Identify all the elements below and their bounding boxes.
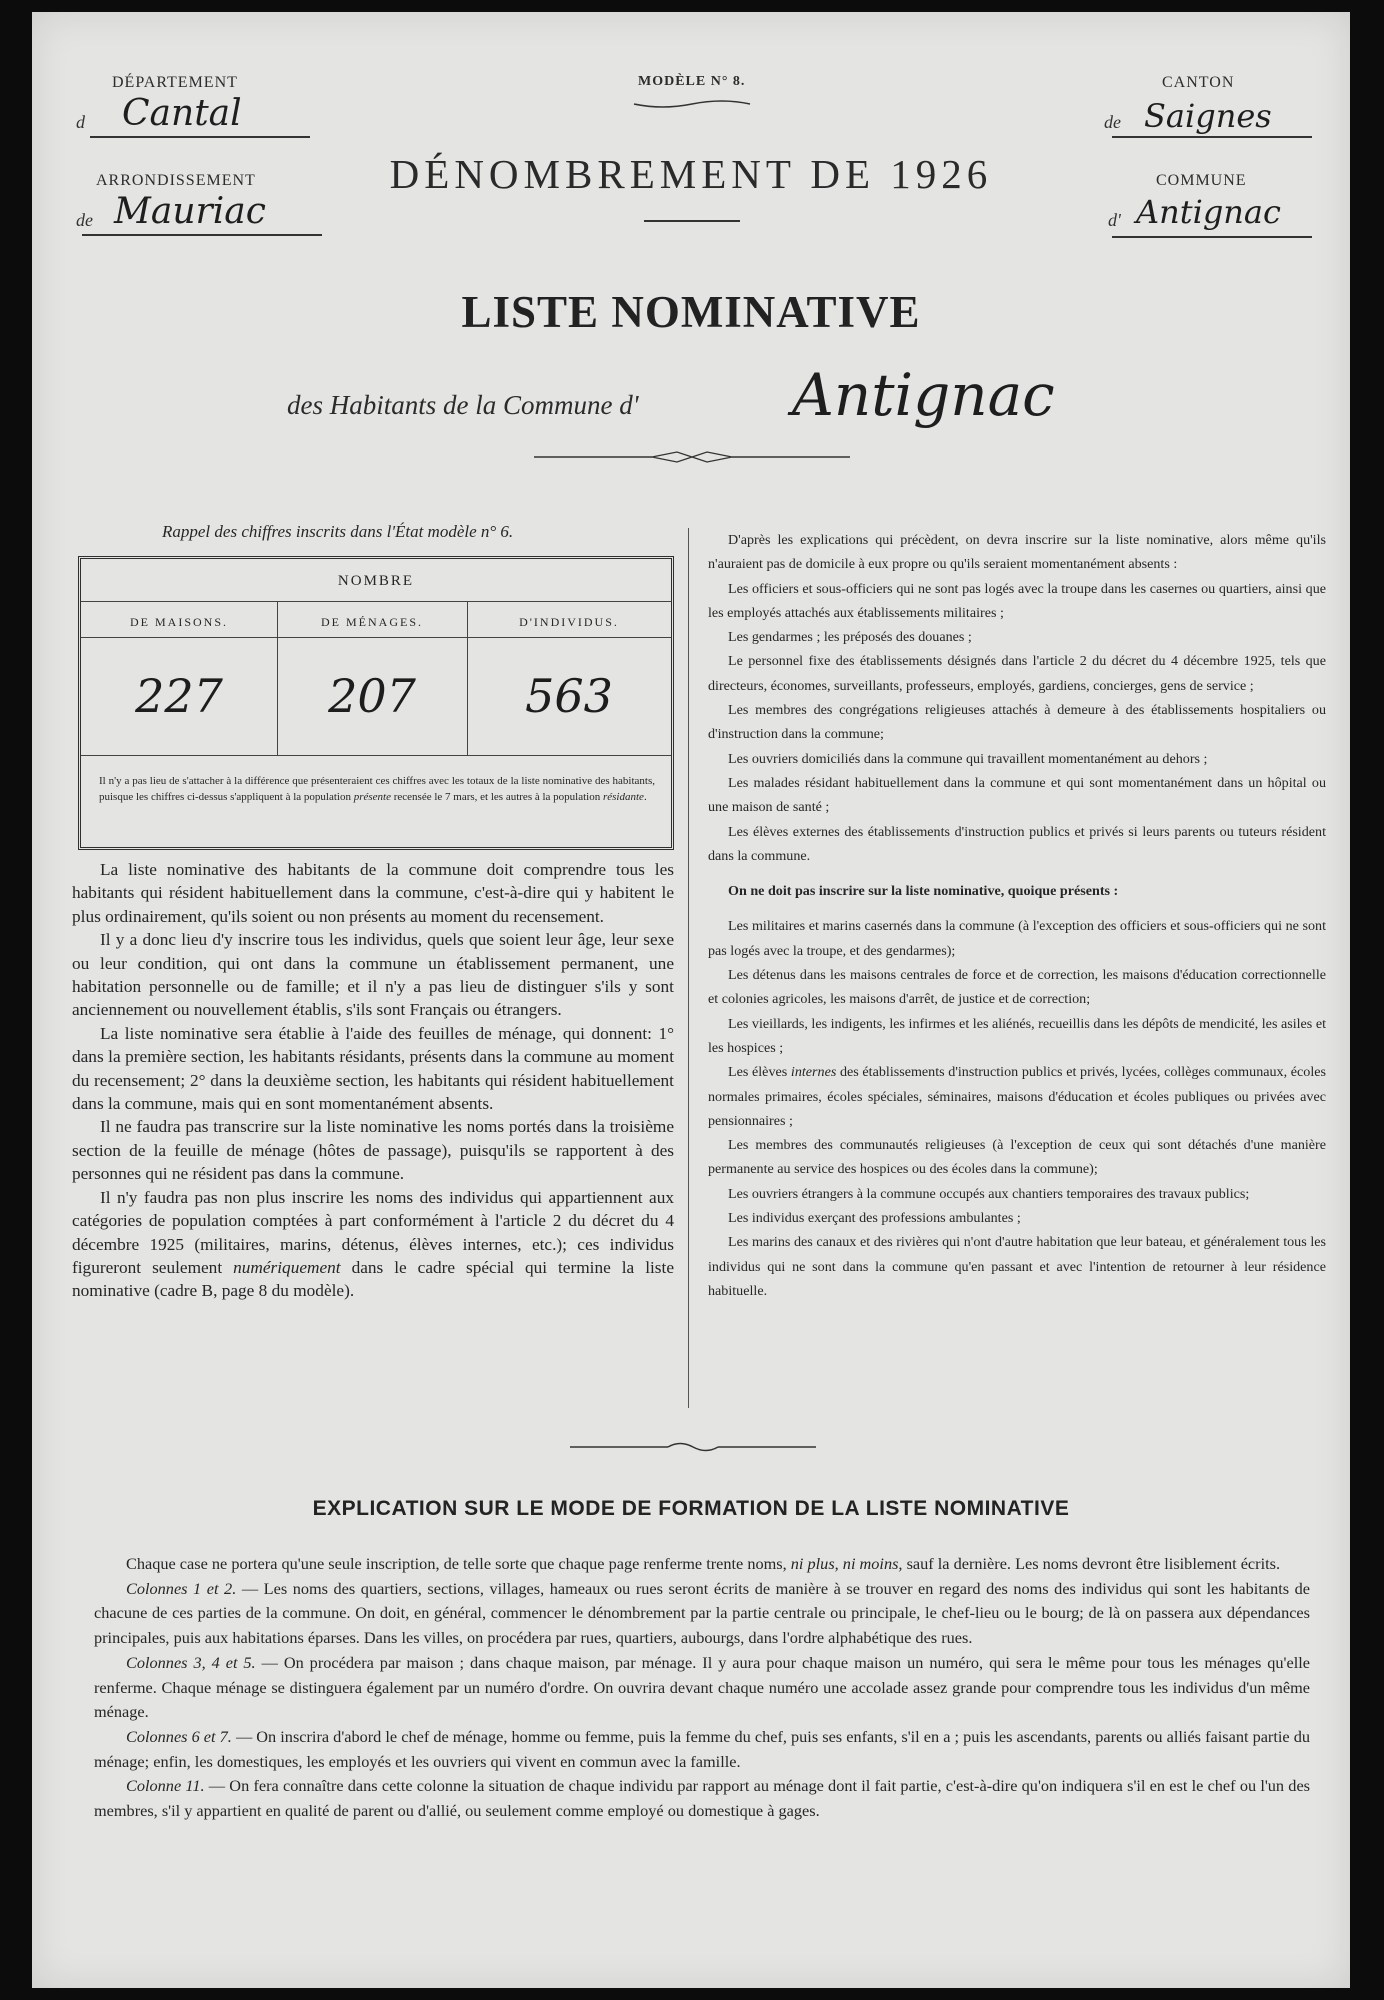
left-paragraph: La liste nominative des habitants de la commune doit comprendre tous les habitants qui résident habituellement dans la commune, c'est-à-dire qui y habitent le plus ordinairement, qu'ils soient ou non présents au moment du recensement. [72, 860, 674, 926]
left-paragraph: Il n'y faudra pas non plus inscrire les noms des individus qui appartiennent aux catégories de population comptées à part conformément à l'article 2 du décret du 4 décembre 1925 (militaires, marins, détenus, élèves internes, etc.); ces individus figureront seulement numériquement dans le cadre spécial qui termine la liste nominative (cadre B, page 8 du modèle). [72, 1187, 674, 1301]
left-instructions [72, 858, 674, 1303]
departement-label: DÉPARTEMENT [112, 74, 238, 91]
rappel-individus-value: 563 [525, 669, 613, 723]
commune-prefix: d' [1108, 210, 1121, 230]
arrondissement-value: Mauriac [114, 191, 266, 232]
rappel-rule-left [81, 601, 277, 602]
rappel-nombre-header: NOMBRE [337, 573, 415, 589]
arrondissement-label: ARRONDISSEMENT [96, 172, 256, 189]
rappel-menages-value: 207 [328, 669, 416, 723]
canton-label: CANTON [1162, 74, 1235, 91]
rappel-rule [81, 755, 671, 756]
explication-paragraph: Colonnes 6 et 7. — On inscrira d'abord le chef de ménage, homme ou femme, puis la femme du chef, puis ses enfants, s'il en a ; puis les ascendants, parents ou alliés faisant partie du ménage; enfin, les domestiques, les employés et les ouvriers qui vivent en commun avec la famille. [94, 1726, 1310, 1771]
right-item: Les membres des congrégations religieuses attachés à demeure à des établissements hospitaliers ou d'instruction dans la commune; [708, 702, 1326, 743]
liste-ornament [532, 448, 852, 466]
main-title: DÉNOMBREMENT DE 1926 [389, 151, 993, 197]
modele-label: MODÈLE N° 8. [638, 74, 746, 89]
right-item: Les individus exerçant des professions ambulantes ; [728, 1210, 1021, 1227]
arrondissement-prefix: de [76, 210, 93, 230]
canton-prefix: de [1104, 112, 1121, 132]
right-item: Le personnel fixe des établissements désignés dans l'article 2 du décret du 4 décembre 1925, tels que directeurs, économes, surveillants, professeurs, employés, gardiens, concierges, gens de service ; [708, 653, 1326, 694]
arrondissement-underline [82, 234, 322, 236]
title-underline [644, 220, 740, 222]
section-ornament [568, 1438, 818, 1456]
liste-title: LISTE NOMINATIVE [461, 287, 921, 337]
departement-value: Cantal [122, 93, 242, 134]
commune-label: COMMUNE [1156, 172, 1247, 189]
right-item: Les militaires et marins casernés dans la commune (à l'exception des officiers et sous-officiers qui ne sont pas logés avec la troupe, et des gendarmes); [708, 918, 1326, 959]
rappel-rule [277, 601, 671, 602]
explication-paragraph: Chaque case ne portera qu'une seule inscription, de telle sorte que chaque page renferme trente noms, ni plus, ni moins, sauf la dernière. Les noms devront être lisiblement écrits. [126, 1554, 1281, 1573]
right-item: Les vieillards, les indigents, les infirmes et les aliénés, recueillis dans les dépôts de mendicité, les asiles et les hospices ; [708, 1015, 1326, 1056]
right-item: Les élèves externes des établissements d'instruction publics et privés si leurs parents ou tuteurs résident dans la commune. [708, 823, 1326, 864]
rappel-note: Il n'y a pas lieu de s'attacher à la différence que présenteraient ces chiffres avec les totaux de la liste nominative des habitants, puisque les chiffres ci-dessus s'appliquent à la population présente recensée le 7 mars, et les autres à la population résidante. [99, 775, 655, 803]
canton-underline [1112, 136, 1312, 138]
rappel-maisons-value: 227 [135, 669, 223, 723]
departement-prefix: d [76, 112, 85, 132]
left-paragraph: Il y a donc lieu d'y inscrire tous les individus, quels que soient leur âge, leur sexe ou leur condition, qui ont dans la commune un établissement permanent, une habitation personnelle ou de famille; et il n'y a pas lieu de distinguer s'ils y sont anciennement ou nouvellement établis, s'ils sont Français ou étrangers. [72, 930, 674, 1020]
right-item: Les marins des canaux et des rivières qui n'ont d'autre habitation que leur bateau, et généralement tous les individus qui ne sont dans la commune qu'en passant et avec l'intention de retourner à leur résidence habituelle. [708, 1234, 1326, 1299]
column-separator [688, 528, 689, 1408]
right-negative-title: On ne doit pas inscrire sur la liste nominative, quoique présents : [728, 883, 1119, 900]
explication-title: EXPLICATION SUR LE MODE DE FORMATION DE LA LISTE NOMINATIVE [312, 1497, 1070, 1520]
explication-body [94, 1552, 1310, 1824]
commune-value: Antignac [1136, 193, 1281, 231]
modele-flourish [632, 98, 752, 110]
left-paragraph: Il ne faudra pas transcrire sur la liste nominative les noms portés dans la troisième section de la feuille de ménage (hôtes de passage), puisqu'ils se rapportent à des personnes qui ne résident pas dans la commune. [72, 1117, 674, 1184]
liste-subtitle: des Habitants de la Commune d' [287, 390, 639, 420]
right-item: Les membres des communautés religieuses (à l'exception de ceux qui sont détachés d'une manière permanente au service des hospices ou des écoles dans la commune); [708, 1137, 1326, 1178]
right-item: Les détenus dans les maisons centrales de force et de correction, les maisons d'éducation correctionnelle et colonies agricoles, les maisons d'arrêt, de justice et de correction; [708, 967, 1326, 1008]
right-item: Les élèves internes des établissements d'instruction publics et privés, lycées, collèges communaux, écoles normales primaires, écoles spéciales, séminaires, maisons d'éducation et écoles publiques ou privées avec pensionnaires ; [708, 1064, 1326, 1129]
census-page [32, 12, 1350, 1988]
right-item: Les ouvriers étrangers à la commune occupés aux chantiers temporaires des travaux publics; [728, 1185, 1250, 1202]
rappel-caption: Rappel des chiffres inscrits dans l'État modèle n° 6. [162, 522, 514, 541]
right-item: Les malades résidant habituellement dans la commune et qui sont momentanément dans un hôpital ou une maison de santé ; [708, 774, 1326, 816]
rappel-table [78, 556, 674, 850]
right-intro: D'après les explications qui précèdent, on devra inscrire sur la liste nominative, alors même qu'ils n'auraient pas de domicile à eux propre ou qu'ils seraient momentanément absents : [708, 532, 1326, 573]
canton-value: Saignes [1144, 97, 1272, 135]
left-paragraph: La liste nominative sera établie à l'aide des feuilles de ménage, qui donnent: 1° dans la première section, les habitants résidants, présents dans la commune au moment du recensement; 2° dans la deuxième section, les habitants qui résident habituellement dans la commune, mais qui en sont momentanément absents. [72, 1023, 674, 1114]
departement-underline [90, 136, 310, 138]
liste-commune-value: Antignac [792, 361, 1055, 429]
rappel-col-maisons: DE MAISONS. [129, 615, 228, 629]
right-item: Les ouvriers domiciliés dans la commune qui travaillent momentanément au dehors ; [728, 750, 1208, 767]
rappel-col-individus: D'INDIVIDUS. [519, 615, 619, 629]
commune-underline [1112, 236, 1312, 238]
right-instructions [708, 528, 1326, 1303]
right-item: Les officiers et sous-officiers qui ne sont pas logés avec la troupe dans les casernes ou quartiers, ainsi que les employés attachés aux établissements militaires ; [708, 580, 1326, 621]
rappel-col-menages: DE MÉNAGES. [321, 615, 423, 629]
explication-paragraph: Colonnes 1 et 2. — Les noms des quartiers, sections, villages, hameaux ou rues seront écrits de manière à se trouver en regard des noms des individus qui sont les habitants de chacune de ces parties de la commune. On doit, en général, commencer le dénombrement par la partie centrale ou principale, le chef-lieu ou le bourg; de là on passera aux dépendances principales, puis aux habitations éparses. Dans les villes, on procédera par rues, quartiers, aubourgs, dans l'ordre alphabétique des rues. [94, 1578, 1310, 1648]
explication-paragraph: Colonne 11. — On fera connaître dans cette colonne la situation de chaque individu par rapport au ménage dont il fait partie, c'est-à-dire qu'on indiquera s'il en est le chef ou l'un des membres, s'il y appartient en qualité de parent ou d'allié, ou seulement comme employé ou domestique à gages. [94, 1776, 1311, 1821]
rappel-rule [81, 637, 671, 638]
right-item: Les gendarmes ; les préposés des douanes ; [728, 629, 972, 646]
explication-paragraph: Colonnes 3, 4 et 5. — On procédera par maison ; dans chaque maison, par ménage. Il y aura pour chaque maison un numéro, qui sera le même pour tous les ménages qu'elle renferme. Chaque ménage se distinguera également par un numéro d'ordre. On ouvrira devant chaque numéro une accolade assez grande pour comprendre tous les individus d'un même ménage. [94, 1652, 1310, 1722]
